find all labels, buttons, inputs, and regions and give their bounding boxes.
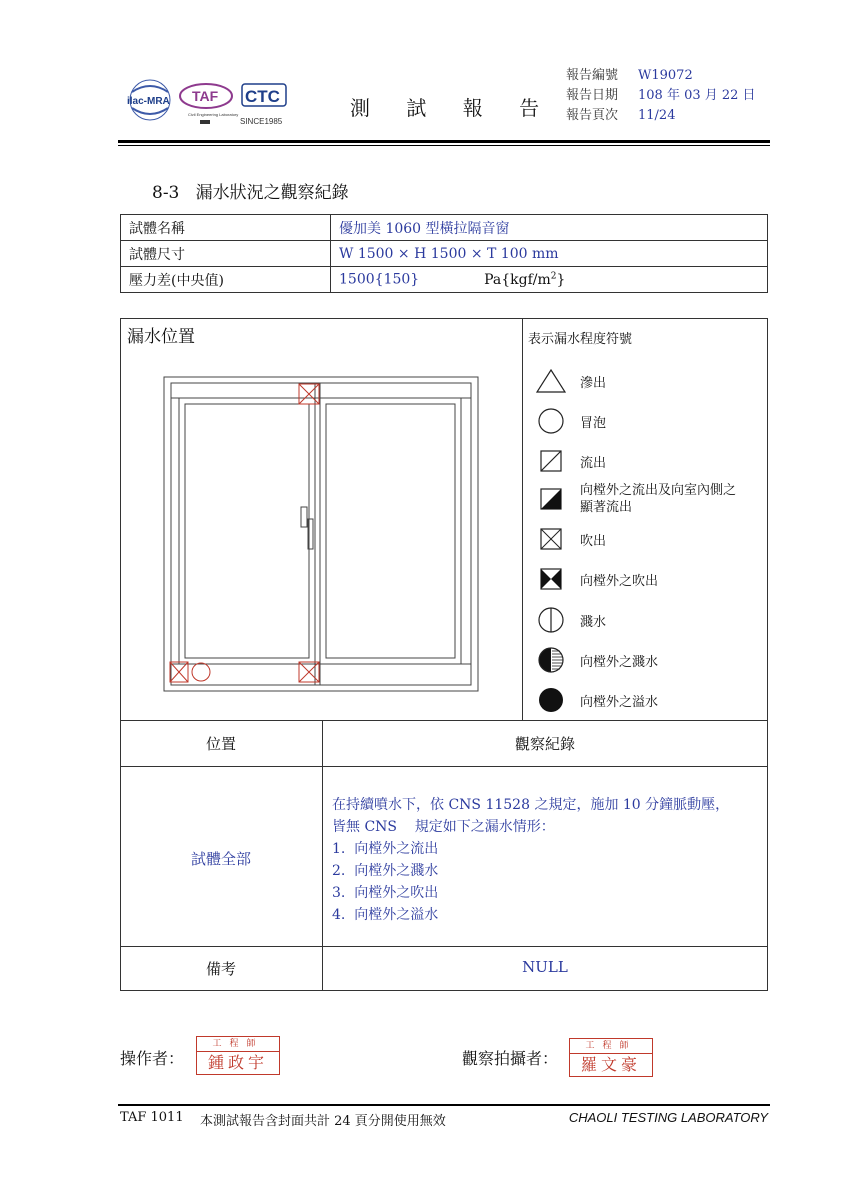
footer-lab-name: CHAOLI TESTING LABORATORY <box>568 1110 768 1125</box>
circle-half-hatched-icon <box>536 645 566 675</box>
legend-item: 流出 <box>536 446 606 476</box>
legend-item: 向樘外之吹出 <box>536 564 658 594</box>
meta-page: 報告頁次 11/24 <box>566 108 676 123</box>
bowtie-filled-icon <box>536 564 566 594</box>
table-row <box>121 241 768 267</box>
leak-marker-blow-top <box>299 384 319 404</box>
specimen-size-label: 試體尺寸 <box>121 241 331 267</box>
meta-report-no: 報告編號 W19072 <box>566 68 693 83</box>
header-divider-thin <box>118 145 770 146</box>
section-title: 8-3 漏水狀況之觀察紀錄 <box>152 183 349 203</box>
triangle-icon <box>536 366 566 396</box>
left-sash <box>179 398 315 664</box>
right-sash <box>320 398 461 664</box>
ilac-text: ilac-MRA <box>127 96 170 107</box>
legend-divider <box>522 318 523 720</box>
square-cross-icon <box>536 524 566 554</box>
square-half-filled-icon <box>536 484 566 514</box>
leak-marker-blow-bottom-left <box>170 662 188 682</box>
outer-frame-inner <box>171 383 471 685</box>
ctc-logo <box>240 84 286 126</box>
legend-item: 吹出 <box>536 524 606 554</box>
legend-item: 向樘外之濺水 <box>536 645 658 675</box>
operator-stamp: 工程師 鍾政宇 <box>196 1036 280 1075</box>
ilac-mra-logo <box>127 80 170 120</box>
row-divider <box>120 766 768 767</box>
square-diagonal-icon <box>536 446 566 476</box>
legend-item: 向樘外之溢水 <box>536 685 658 715</box>
document-title: 測 試 報 告 <box>350 96 555 120</box>
legend-item: 冒泡 <box>536 406 606 436</box>
pressure-unit: $Pa\{kgf/m^2\}$ <box>484 271 566 288</box>
table-row <box>121 215 768 241</box>
taf-logo <box>180 84 238 124</box>
record-column-header: 觀察紀錄 <box>514 735 575 753</box>
observer-label: 觀察拍攝者： <box>462 1049 559 1068</box>
svg-text:SINCE1985: SINCE1985 <box>240 117 283 126</box>
row-divider <box>120 720 768 721</box>
footer-notice: 本測試報告含封面共計 24 頁分開使用無效 <box>200 1114 446 1129</box>
svg-text:CTC: CTC <box>245 87 280 106</box>
svg-text:TAF: TAF <box>192 88 219 104</box>
operator-label: 操作者： <box>120 1049 185 1068</box>
position-column-header: 位置 <box>205 735 236 753</box>
specimen-name-value: 優加美 1060 型橫拉隔音窗 <box>331 215 768 241</box>
remark-label: 備考 <box>205 960 236 978</box>
svg-text:Civil Engineering Laboratory: Civil Engineering Laboratory <box>188 112 239 117</box>
leak-marker-blow-bottom-center <box>299 662 319 682</box>
outer-frame <box>164 377 478 691</box>
remark-value: NULL <box>522 958 568 976</box>
position-value: 試體全部 <box>190 850 251 868</box>
row-divider <box>120 946 768 947</box>
specimen-name-label: 試體名稱 <box>121 215 331 241</box>
legend-item: 滲出 <box>536 366 606 396</box>
meta-report-date: 報告日期 108 年 03 月 22 日 <box>566 88 756 103</box>
circle-icon <box>536 406 566 436</box>
circle-vertical-line-icon <box>536 605 566 635</box>
accreditation-logos <box>126 78 301 128</box>
window-diagram <box>160 374 482 694</box>
observer-stamp: 工程師 羅文豪 <box>569 1038 653 1077</box>
legend-item: 濺水 <box>536 605 606 635</box>
legend-title: 表示漏水程度符號 <box>528 332 633 347</box>
table-row <box>121 267 768 293</box>
logo-group <box>126 78 301 128</box>
specimen-size-value: W 1500 × H 1500 × T 100 mm <box>331 241 768 267</box>
window-handle <box>301 507 313 549</box>
header-divider <box>118 140 770 143</box>
leak-marker-bubble <box>192 663 210 681</box>
pressure-label: 壓力差(中央值) <box>121 267 331 293</box>
footer-code: TAF 1011 <box>120 1110 184 1125</box>
column-divider <box>322 720 323 991</box>
pressure-value: 1500{150} $Pa\{kgf/m^2\}$ <box>331 267 768 293</box>
observation-text: 在持續噴水下，依 CNS 11528 之規定，施加 10 分鐘脈動壓， 皆無 CNS 規定如下之漏水情形： 1. 向樘外之流出 2. 向樘外之濺水 3. 向樘外之吹出 4. 向樘外之溢水 <box>332 797 730 923</box>
report-meta <box>566 66 756 126</box>
specimen-info-table <box>120 214 768 293</box>
legend-item: 向樘外之流出及向室內側之 顯著流出 <box>536 482 736 516</box>
leak-position-label: 漏水位置 <box>127 327 195 347</box>
circle-filled-icon <box>536 685 566 715</box>
footer-divider <box>118 1104 770 1106</box>
